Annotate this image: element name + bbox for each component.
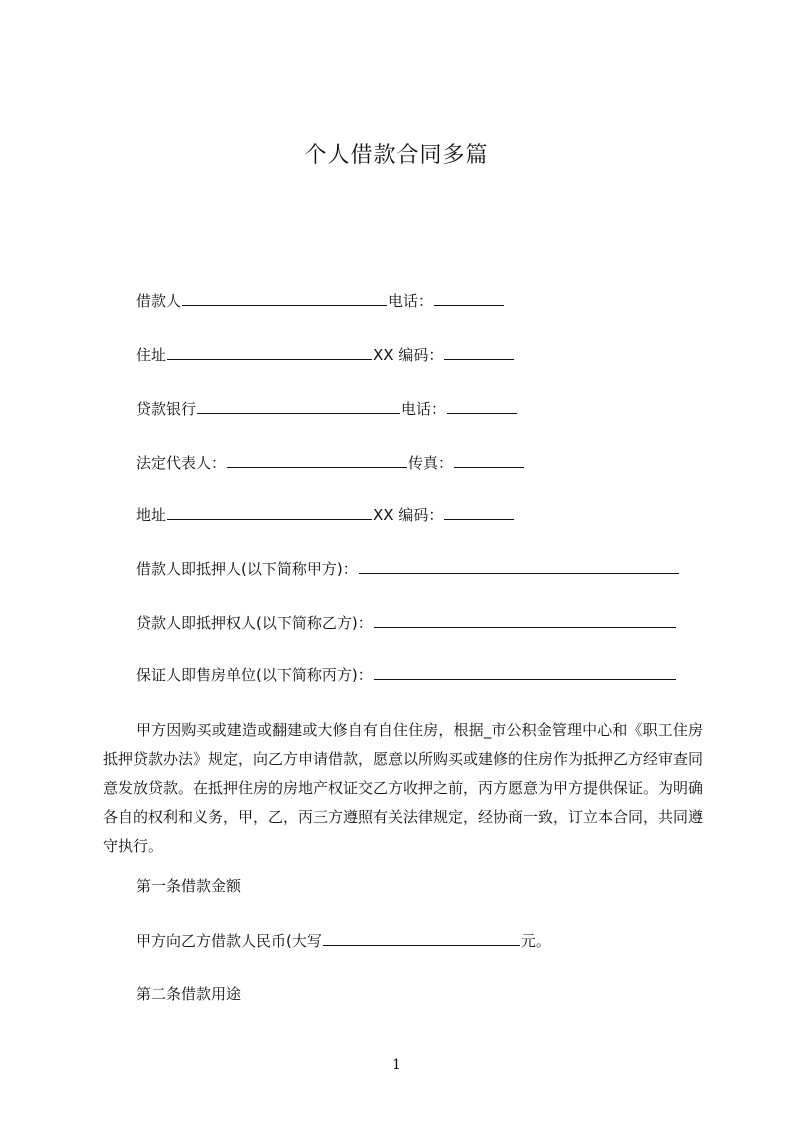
- location-zip-label: XX 编码：: [373, 506, 444, 524]
- party-b-label: 贷款人即抵押权人(以下简称乙方)：: [136, 614, 373, 632]
- location-label: 地址: [136, 506, 167, 524]
- party-a-label: 借款人即抵押人(以下简称甲方)：: [136, 560, 358, 578]
- party-b-line: [136, 610, 677, 635]
- party-a-line: [136, 556, 680, 581]
- article1-text: [136, 928, 551, 953]
- fax-label: 传真：: [408, 454, 454, 472]
- borrower-phone-label: 电话：: [388, 292, 434, 310]
- legal-rep-blank[interactable]: [227, 450, 407, 468]
- article1-text-prefix: 甲方向乙方借款人民币(大写: [136, 932, 322, 950]
- address-zip-label: XX 编码：: [373, 346, 444, 364]
- party-c-line: [136, 662, 677, 687]
- party-c-label: 保证人即售房单位(以下简称丙方)：: [136, 666, 373, 684]
- bank-phone-blank[interactable]: [447, 396, 517, 414]
- bank-label: 贷款银行: [136, 400, 197, 418]
- bank-phone-label: 电话：: [401, 400, 447, 418]
- article1-heading: 第一条借款金额: [136, 877, 242, 895]
- location-zip-blank[interactable]: [444, 502, 514, 520]
- page-number: 1: [392, 1057, 401, 1073]
- borrower-phone-blank[interactable]: [434, 288, 504, 306]
- document-title: 个人借款合同多篇: [304, 143, 489, 168]
- location-line: [136, 502, 515, 527]
- address-blank[interactable]: [167, 342, 372, 360]
- party-a-blank[interactable]: [359, 556, 679, 574]
- intro-paragraph: 甲方因购买或建造或翻建或大修自有自住住房，根据_市公积金管理中心和《职工住房抵押贷款办法》规定，向乙方申请借款，愿意以所购买或建修的住房作为抵押乙方经审查同意发放贷款。在抵押住房的房地产权证交乙方收押之前，丙方愿意为甲方提供保证。为明确各自的权利和义务，甲，乙，丙三方遵照有关法律规定，经协商一致，订立本合同，共同遵守执行。: [103, 721, 704, 855]
- borrower-blank[interactable]: [182, 288, 387, 306]
- fax-blank[interactable]: [454, 450, 524, 468]
- address-zip-blank[interactable]: [444, 342, 514, 360]
- article2-heading: 第二条借款用途: [136, 985, 242, 1003]
- article1-text-suffix: 元。: [520, 932, 551, 950]
- party-c-blank[interactable]: [374, 662, 676, 680]
- legal-rep-label: 法定代表人：: [136, 454, 227, 472]
- bank-line: [136, 396, 518, 421]
- location-blank[interactable]: [167, 502, 372, 520]
- party-b-blank[interactable]: [374, 610, 676, 628]
- bank-blank[interactable]: [197, 396, 400, 414]
- loan-amount-blank[interactable]: [323, 928, 520, 946]
- legal-rep-line: [136, 450, 525, 475]
- address-label: 住址: [136, 346, 167, 364]
- borrower-label: 借款人: [136, 292, 182, 310]
- borrower-line: [136, 288, 505, 313]
- address-line: [136, 342, 515, 367]
